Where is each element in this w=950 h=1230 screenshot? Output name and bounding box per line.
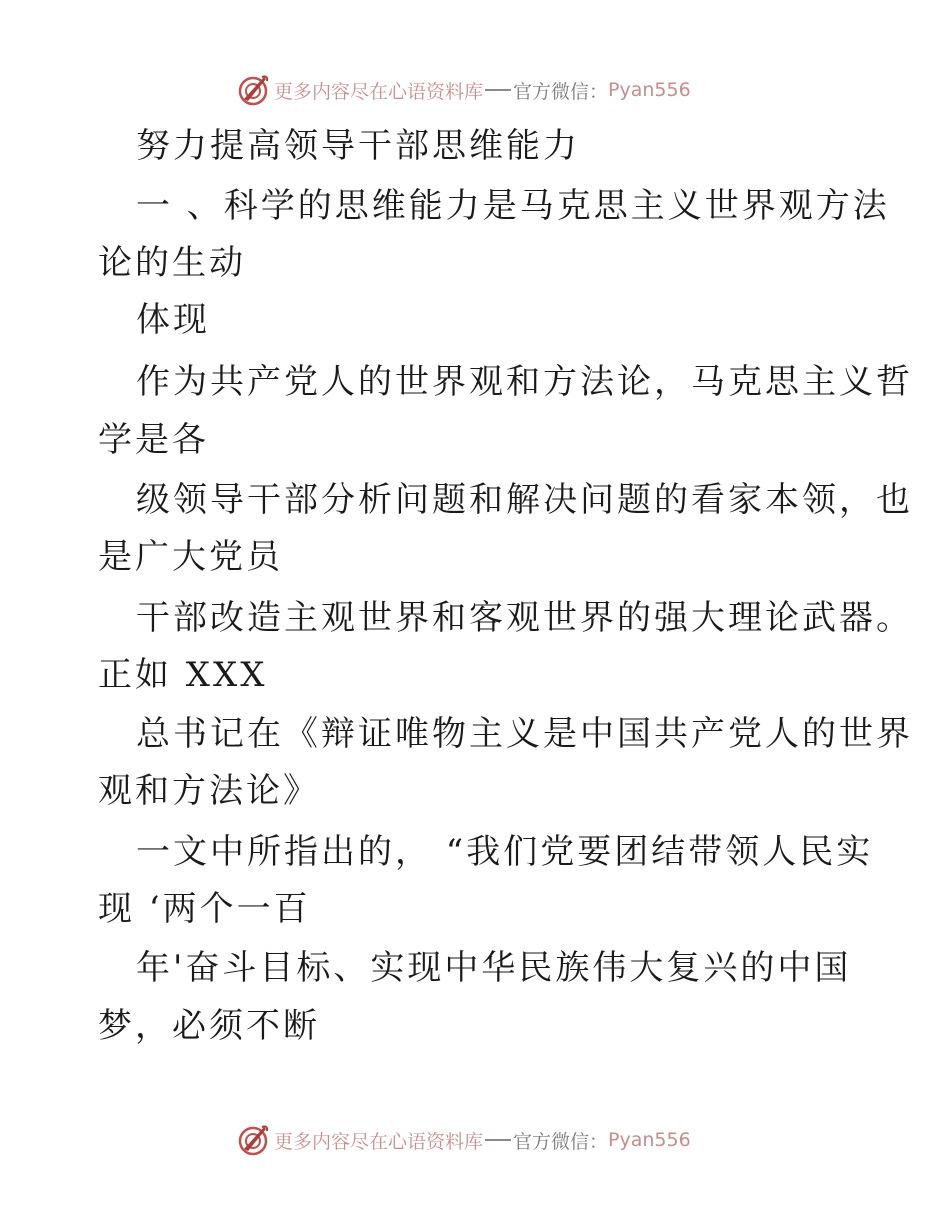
document-line: 现 ‘两个一百	[98, 889, 311, 929]
document-title: 努力提高领导干部思维能力	[136, 126, 580, 166]
quill-seal-icon	[236, 73, 270, 107]
document-line: 一 、科学的思维能力是马克思主义世界观方法	[136, 186, 890, 226]
watermark-dash	[485, 89, 511, 91]
watermark-middle: 官方微信：	[513, 1130, 609, 1153]
footer-watermark	[236, 1122, 691, 1158]
document-line: 体现	[136, 300, 210, 340]
document-line: 学是各	[98, 420, 209, 460]
document-line: 总书记在《辩证唯物主义是中国共产党人的世界	[136, 714, 913, 754]
document-line: 干部改造主观世界和客观世界的强大理论武器。	[136, 598, 913, 638]
watermark-dash	[485, 1139, 511, 1141]
watermark-id: Pyan556	[608, 1129, 691, 1151]
document-line: 论的生动	[98, 243, 246, 283]
document-line: 正如 XXX	[98, 655, 268, 695]
document-line: 观和方法论》	[98, 771, 320, 811]
document-line: 年'奋斗目标、实现中华民族伟大复兴的中国	[136, 948, 852, 988]
document-line: 梦，必须不断	[98, 1006, 320, 1046]
document-line: 级领导干部分析问题和解决问题的看家本领，也	[136, 480, 913, 520]
watermark-middle: 官方微信：	[513, 80, 609, 103]
watermark-id: Pyan556	[608, 79, 691, 101]
document-line: 作为共产党人的世界观和方法论，马克思主义哲	[136, 362, 913, 402]
document-line: 一文中所指出的， “我们党要团结带领人民实	[136, 832, 874, 872]
document-line: 是广大党员	[98, 537, 283, 577]
header-watermark	[236, 72, 691, 108]
quill-seal-icon	[236, 1123, 270, 1157]
watermark-prefix: 更多内容尽在心语资料库	[274, 80, 484, 103]
watermark-prefix: 更多内容尽在心语资料库	[274, 1130, 484, 1153]
